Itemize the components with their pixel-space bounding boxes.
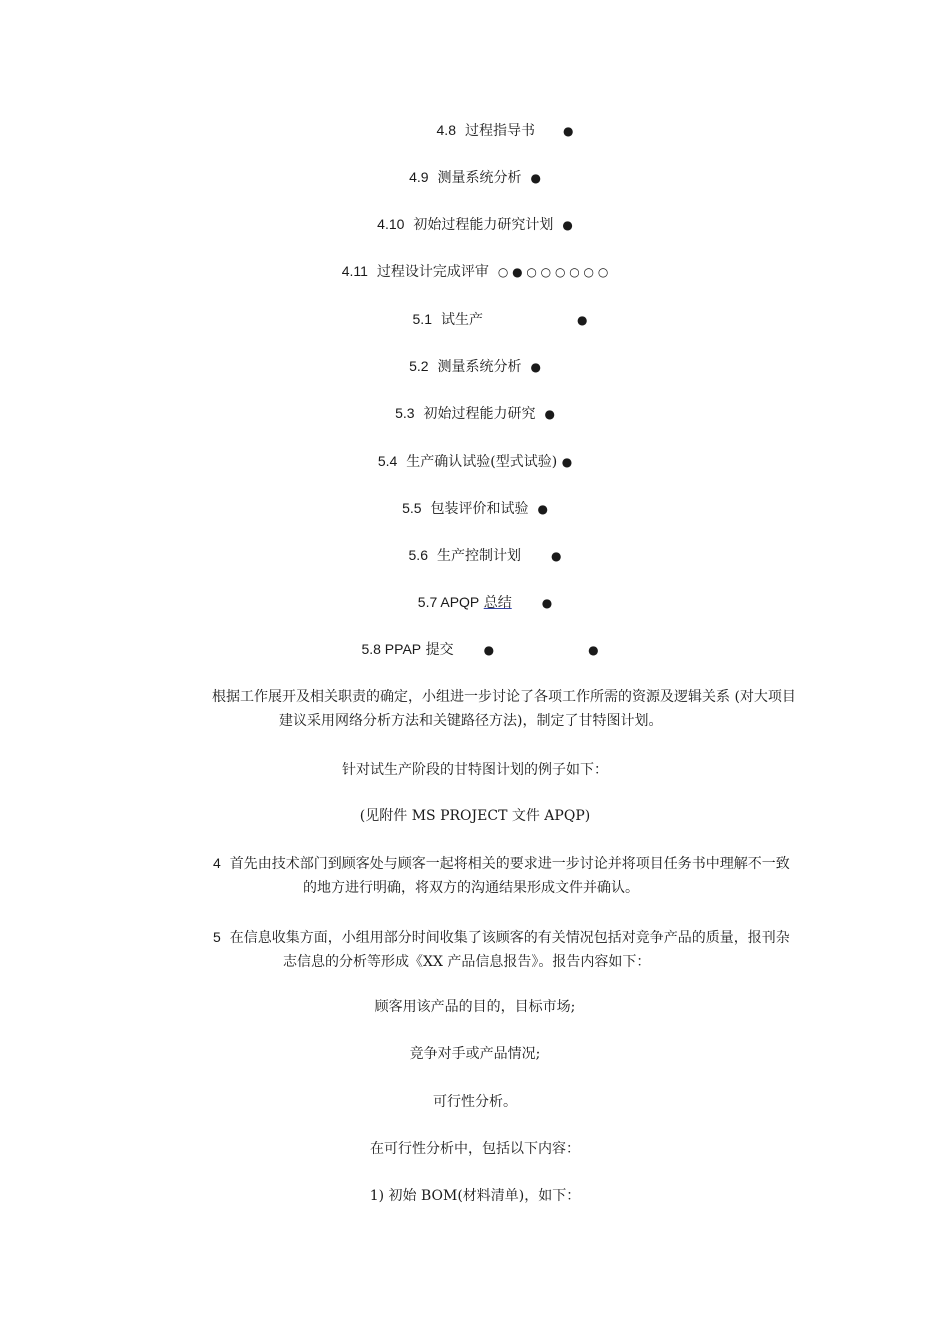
item-4-9 [0, 167, 950, 188]
item-text: 初始过程能力研究 [423, 406, 536, 422]
item-text: 过程设计完成评审 [376, 264, 489, 280]
item-number: 4.10 [377, 216, 405, 232]
report-item-competitors: 竞争对手或产品情况; [409, 1046, 541, 1062]
paragraph-item-5 [213, 925, 790, 974]
bullet-mark: ● [541, 596, 553, 610]
bullet-mark-2: ● [588, 643, 599, 657]
paragraph-line: 根据工作展开及相关职责的确定，小组进一步讨论了各项工作所需的资源及逻辑关系 (对大项目 [212, 689, 796, 705]
item-text: 生产确认试验(型式试验) [406, 454, 558, 470]
paragraph-gantt-intro [212, 685, 796, 733]
bullet-mark: ● [530, 360, 541, 374]
bullet-mark: ● [576, 313, 588, 327]
paragraph-line: 首先由技术部门到顾客处与顾客一起将相关的要求进一步讨论并将项目任务书中理解不一致 [229, 856, 790, 872]
item-4-10 [0, 214, 950, 235]
summary-link[interactable]: 总结 [483, 595, 512, 611]
item-5-2 [0, 356, 950, 377]
paragraph-line: 建议采用网络分析方法和关键路径方法)，制定了甘特图计划。 [279, 713, 663, 729]
paragraph-line: 在信息收集方面，小组用部分时间收集了该顾客的有关情况包括对竞争产品的质量，报刊杂 [229, 930, 790, 946]
item-number: 4.8 [436, 122, 456, 138]
bullet-mark: ● [544, 407, 555, 421]
item-5-5 [0, 498, 950, 519]
bullet-mark: ● [561, 455, 573, 469]
item-number: 4.11 [341, 263, 368, 279]
paragraph-gantt-example: 针对试生产阶段的甘特图计划的例子如下： [342, 762, 608, 778]
item-number: 5.7 APQP [417, 594, 480, 610]
item-number: 5.5 [402, 500, 422, 516]
item-number: 5.1 [412, 311, 432, 327]
item-text: 测量系统分析 [437, 170, 522, 186]
paragraph-line: 志信息的分析等形成《XX 产品信息报告》。报告内容如下： [283, 954, 651, 970]
item-5-4 [0, 451, 950, 472]
item-5-7 [0, 592, 950, 613]
item-text: 初始过程能力研究计划 [413, 217, 554, 233]
feasibility-intro: 在可行性分析中，包括以下内容： [370, 1141, 580, 1157]
paragraph-item-4 [213, 851, 790, 900]
item-text: 过程指导书 [464, 123, 535, 139]
bullet-mark: ● [550, 549, 562, 563]
item-number: 5.4 [377, 453, 398, 469]
paragraph-attachment-note: (见附件 MS PROJECT 文件 APQP) [359, 808, 591, 824]
item-5-8 [0, 639, 950, 660]
bullet-marks: ○ ● ○ ○ ○ ○ ○ ○ [497, 265, 609, 279]
report-item-purpose: 顾客用该产品的目的，目标市场; [374, 999, 576, 1015]
item-text: 测量系统分析 [437, 359, 522, 375]
paragraph-number: 5 [213, 929, 221, 945]
item-number: 5.3 [395, 405, 415, 421]
item-number: 5.8 PPAP [361, 641, 422, 657]
paragraph-line: 的地方进行明确，将双方的沟通结果形成文件并确认。 [303, 880, 639, 896]
item-5-3 [0, 403, 950, 424]
item-text: 包装评价和试验 [430, 501, 529, 517]
paragraph-number: 4 [213, 855, 221, 871]
bullet-mark: ● [530, 171, 541, 185]
item-number: 5.6 [408, 547, 428, 563]
initial-bom-line: 1) 初始 BOM(材料清单)，如下： [369, 1188, 581, 1204]
item-text: 生产控制计划 [436, 548, 521, 564]
bullet-mark: ● [562, 124, 574, 138]
bullet-mark: ● [483, 643, 495, 657]
item-text: 提交 [425, 642, 454, 658]
bullet-mark: ● [537, 502, 548, 516]
report-item-feasibility: 可行性分析。 [433, 1094, 517, 1110]
item-4-11 [0, 261, 950, 282]
bullet-mark: ● [562, 218, 573, 232]
item-number: 4.9 [409, 169, 429, 185]
item-text: 试生产 [440, 312, 483, 328]
item-number: 5.2 [409, 358, 429, 374]
item-5-1 [0, 309, 950, 330]
item-5-6 [0, 545, 950, 566]
item-4-8 [0, 120, 950, 141]
